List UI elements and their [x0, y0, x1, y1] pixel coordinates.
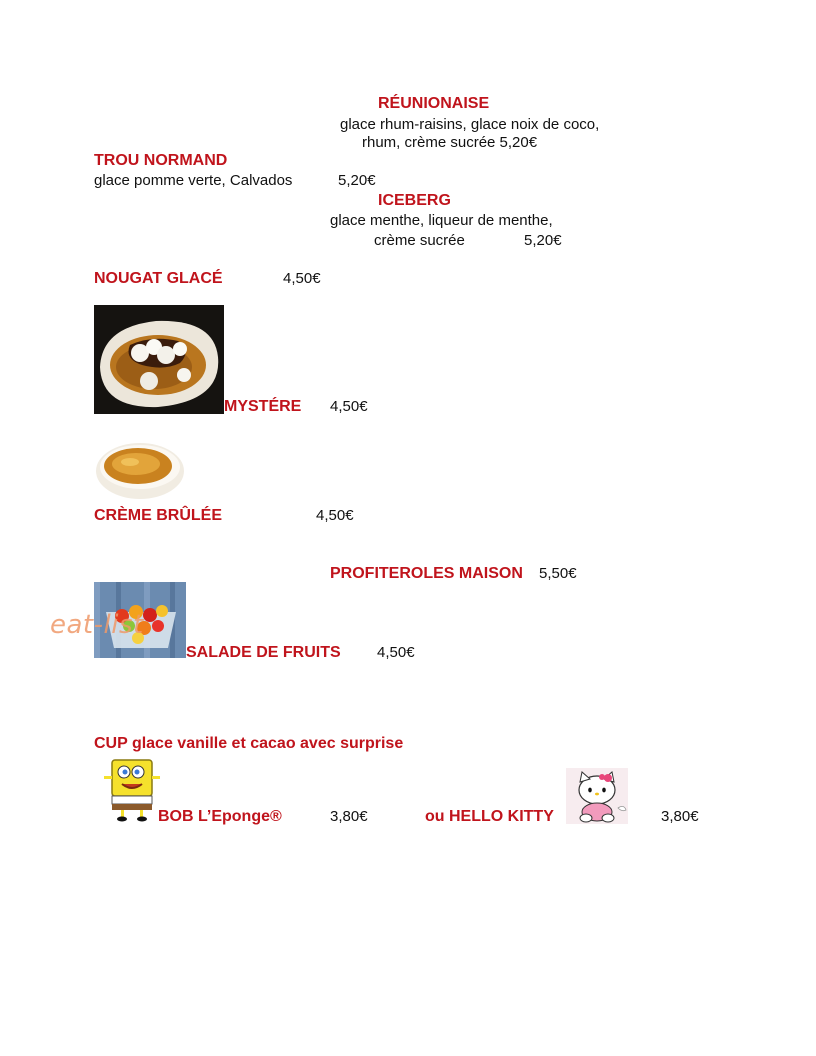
iceberg-price: 5,20€ [524, 232, 562, 249]
hello-kitty-price: 3,80€ [661, 808, 699, 825]
creme-brulee-title: CRÈME BRÛLÉE [94, 507, 223, 524]
watermark: eat-list [50, 610, 144, 640]
mystere-title: MYSTÉRE [224, 398, 302, 415]
salade-de-fruits-title: SALADE DE FRUITS [186, 644, 341, 661]
profiteroles-price: 5,50€ [539, 565, 577, 582]
mystere-price: 4,50€ [330, 398, 368, 415]
hello-kitty-label: ou HELLO KITTY [425, 808, 554, 825]
creme-brulee-price: 4,50€ [316, 507, 354, 524]
cup-title: CUP glace vanille et cacao avec surprise [94, 735, 404, 752]
iceberg-title: ICEBERG [378, 192, 451, 209]
hello-kitty-icon [566, 768, 628, 824]
spongebob-icon [104, 754, 160, 822]
iceberg-description-line2: crème sucrée [374, 232, 465, 249]
nougat-glace-price: 4,50€ [283, 270, 321, 287]
creme-brulee-photo [94, 437, 186, 503]
mystere-dessert-photo [94, 305, 224, 414]
reunionaise-title: RÉUNIONAISE [378, 95, 490, 112]
nougat-glace-title: NOUGAT GLACÉ [94, 270, 223, 287]
salade-de-fruits-price: 4,50€ [377, 644, 415, 661]
bob-eponge-label: BOB L’Eponge® [158, 808, 282, 825]
trou-normand-price: 5,20€ [338, 172, 376, 189]
reunionaise-description-line1: glace rhum-raisins, glace noix de coco, [340, 116, 600, 133]
profiteroles-title: PROFITEROLES MAISON [330, 565, 523, 582]
trou-normand-description: glace pomme verte, Calvados [94, 172, 293, 189]
trou-normand-title: TROU NORMAND [94, 152, 228, 169]
bob-eponge-price: 3,80€ [330, 808, 368, 825]
iceberg-description-line1: glace menthe, liqueur de menthe, [330, 212, 553, 229]
reunionaise-description-line2: rhum, crème sucrée 5,20€ [362, 134, 538, 151]
